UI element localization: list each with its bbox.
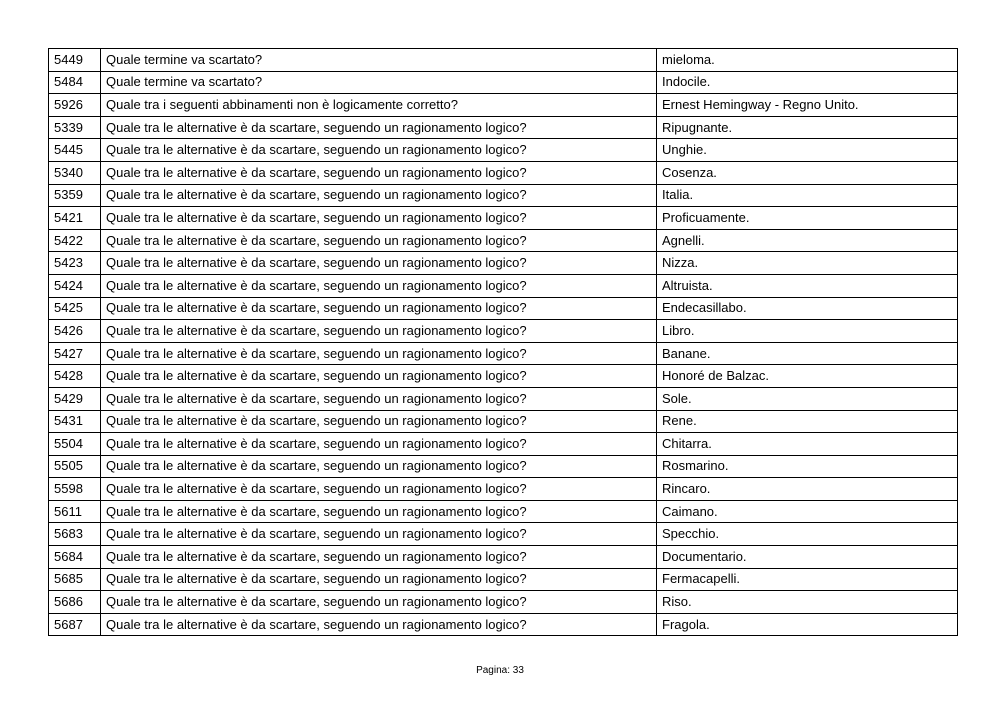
question-text-cell: Quale tra le alternative è da scartare, seguendo un ragionamento logico?: [101, 116, 657, 139]
question-text-cell: Quale tra le alternative è da scartare, seguendo un ragionamento logico?: [101, 433, 657, 456]
question-id-cell: 5684: [49, 546, 101, 569]
question-id-cell: 5429: [49, 387, 101, 410]
answer-cell: Honoré de Balzac.: [657, 365, 958, 388]
question-id-cell: 5428: [49, 365, 101, 388]
table-row: [49, 161, 958, 184]
table-row: [49, 613, 958, 636]
question-text-cell: Quale tra le alternative è da scartare, seguendo un ragionamento logico?: [101, 184, 657, 207]
question-id-cell: 5340: [49, 161, 101, 184]
answer-cell: Ripugnante.: [657, 116, 958, 139]
question-id-cell: 5598: [49, 478, 101, 501]
table-row: [49, 568, 958, 591]
question-id-cell: 5422: [49, 229, 101, 252]
question-text-cell: Quale tra le alternative è da scartare, seguendo un ragionamento logico?: [101, 455, 657, 478]
table-row: [49, 591, 958, 614]
question-text-cell: Quale tra le alternative è da scartare, seguendo un ragionamento logico?: [101, 320, 657, 343]
question-text-cell: Quale tra le alternative è da scartare, seguendo un ragionamento logico?: [101, 410, 657, 433]
answer-cell: Altruista.: [657, 274, 958, 297]
table-row: [49, 229, 958, 252]
question-id-cell: 5683: [49, 523, 101, 546]
answer-cell: Libro.: [657, 320, 958, 343]
question-id-cell: 5504: [49, 433, 101, 456]
table-row: [49, 478, 958, 501]
answer-cell: Banane.: [657, 342, 958, 365]
answer-cell: Endecasillabo.: [657, 297, 958, 320]
question-text-cell: Quale tra le alternative è da scartare, seguendo un ragionamento logico?: [101, 161, 657, 184]
question-id-cell: 5421: [49, 207, 101, 230]
question-id-cell: 5687: [49, 613, 101, 636]
answer-cell: Rosmarino.: [657, 455, 958, 478]
question-id-cell: 5926: [49, 94, 101, 117]
table-row: [49, 365, 958, 388]
question-text-cell: Quale tra le alternative è da scartare, seguendo un ragionamento logico?: [101, 591, 657, 614]
answer-cell: Chitarra.: [657, 433, 958, 456]
question-text-cell: Quale tra le alternative è da scartare, seguendo un ragionamento logico?: [101, 297, 657, 320]
table-row: [49, 523, 958, 546]
answer-cell: Agnelli.: [657, 229, 958, 252]
question-text-cell: Quale tra le alternative è da scartare, seguendo un ragionamento logico?: [101, 523, 657, 546]
question-text-cell: Quale tra i seguenti abbinamenti non è logicamente corretto?: [101, 94, 657, 117]
question-id-cell: 5425: [49, 297, 101, 320]
question-id-cell: 5423: [49, 252, 101, 275]
answer-cell: Proficuamente.: [657, 207, 958, 230]
table-row: [49, 546, 958, 569]
question-id-cell: 5685: [49, 568, 101, 591]
question-text-cell: Quale tra le alternative è da scartare, seguendo un ragionamento logico?: [101, 207, 657, 230]
question-text-cell: Quale tra le alternative è da scartare, seguendo un ragionamento logico?: [101, 613, 657, 636]
table-row: [49, 455, 958, 478]
question-text-cell: Quale termine va scartato?: [101, 71, 657, 94]
question-text-cell: Quale tra le alternative è da scartare, seguendo un ragionamento logico?: [101, 252, 657, 275]
question-id-cell: 5505: [49, 455, 101, 478]
table-row: [49, 139, 958, 162]
table-row: [49, 252, 958, 275]
question-text-cell: Quale tra le alternative è da scartare, seguendo un ragionamento logico?: [101, 500, 657, 523]
question-id-cell: 5339: [49, 116, 101, 139]
quiz-table-body: [49, 49, 958, 636]
table-row: [49, 49, 958, 72]
question-text-cell: Quale tra le alternative è da scartare, seguendo un ragionamento logico?: [101, 274, 657, 297]
answer-cell: Rene.: [657, 410, 958, 433]
question-text-cell: Quale tra le alternative è da scartare, seguendo un ragionamento logico?: [101, 387, 657, 410]
table-row: [49, 94, 958, 117]
question-text-cell: Quale tra le alternative è da scartare, seguendo un ragionamento logico?: [101, 568, 657, 591]
question-text-cell: Quale tra le alternative è da scartare, seguendo un ragionamento logico?: [101, 139, 657, 162]
answer-cell: Rincaro.: [657, 478, 958, 501]
question-id-cell: 5427: [49, 342, 101, 365]
quiz-table: [48, 48, 958, 636]
table-row: [49, 71, 958, 94]
question-text-cell: Quale tra le alternative è da scartare, seguendo un ragionamento logico?: [101, 342, 657, 365]
table-row: [49, 116, 958, 139]
table-row: [49, 297, 958, 320]
question-text-cell: Quale tra le alternative è da scartare, seguendo un ragionamento logico?: [101, 478, 657, 501]
question-id-cell: 5359: [49, 184, 101, 207]
answer-cell: Fragola.: [657, 613, 958, 636]
question-text-cell: Quale tra le alternative è da scartare, seguendo un ragionamento logico?: [101, 546, 657, 569]
answer-cell: mieloma.: [657, 49, 958, 72]
question-id-cell: 5686: [49, 591, 101, 614]
table-row: [49, 274, 958, 297]
answer-cell: Documentario.: [657, 546, 958, 569]
question-id-cell: 5611: [49, 500, 101, 523]
answer-cell: Caimano.: [657, 500, 958, 523]
answer-cell: Italia.: [657, 184, 958, 207]
question-id-cell: 5484: [49, 71, 101, 94]
table-row: [49, 387, 958, 410]
answer-cell: Indocile.: [657, 71, 958, 94]
answer-cell: Sole.: [657, 387, 958, 410]
question-id-cell: 5424: [49, 274, 101, 297]
question-text-cell: Quale tra le alternative è da scartare, seguendo un ragionamento logico?: [101, 229, 657, 252]
table-row: [49, 320, 958, 343]
question-text-cell: Quale termine va scartato?: [101, 49, 657, 72]
page-footer: [0, 665, 1000, 676]
answer-cell: Ernest Hemingway - Regno Unito.: [657, 94, 958, 117]
answer-cell: Cosenza.: [657, 161, 958, 184]
answer-cell: Fermacapelli.: [657, 568, 958, 591]
page-number: Pagina: 33: [476, 665, 524, 676]
question-id-cell: 5431: [49, 410, 101, 433]
table-row: [49, 207, 958, 230]
table-row: [49, 410, 958, 433]
answer-cell: Specchio.: [657, 523, 958, 546]
table-row: [49, 500, 958, 523]
table-row: [49, 433, 958, 456]
question-id-cell: 5426: [49, 320, 101, 343]
table-row: [49, 342, 958, 365]
answer-cell: Unghie.: [657, 139, 958, 162]
question-text-cell: Quale tra le alternative è da scartare, seguendo un ragionamento logico?: [101, 365, 657, 388]
question-id-cell: 5449: [49, 49, 101, 72]
answer-cell: Nizza.: [657, 252, 958, 275]
question-id-cell: 5445: [49, 139, 101, 162]
answer-cell: Riso.: [657, 591, 958, 614]
table-row: [49, 184, 958, 207]
